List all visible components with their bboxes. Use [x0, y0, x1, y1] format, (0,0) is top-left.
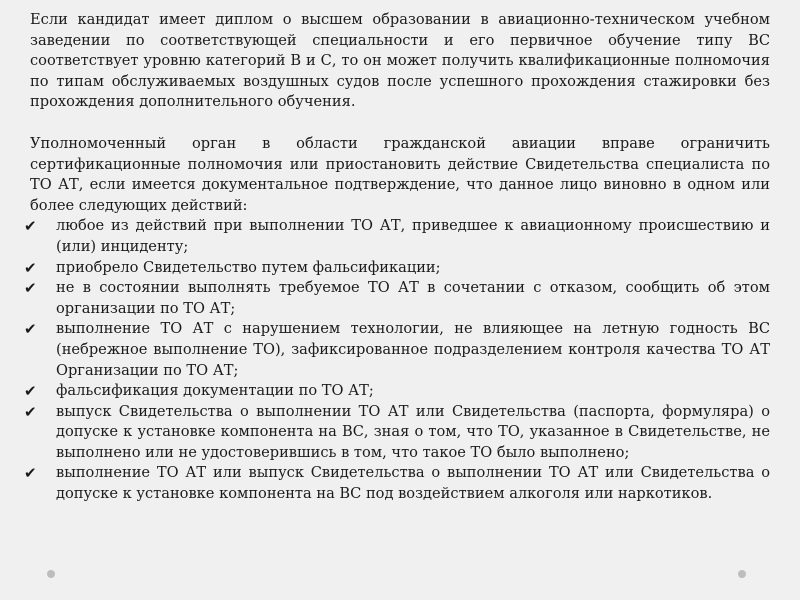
list-item-text: не в состоянии выполнять требуемое ТО АТ в сочетании с отказом, сообщить об этом организации по ТО АТ; — [56, 279, 770, 317]
list-item — [24, 402, 770, 464]
checkmark-icon: ✔ — [24, 320, 37, 339]
list-item-text: выполнение ТО АТ или выпуск Свидетельства о выполнении ТО АТ или Свидетельства о допуске к установке компонента на ВС под воздействием алкоголя или наркотиков. — [56, 464, 770, 503]
list-item — [24, 278, 770, 319]
list-item — [24, 216, 770, 257]
checkmark-icon: ✔ — [24, 217, 37, 236]
slide-content — [24, 10, 770, 505]
list-item — [24, 463, 770, 504]
paragraph-diploma: Если кандидат имеет диплом о высшем образовании в авиационно-техническом учебном заведении по соответствующей специальности и его первичное обучение типу ВС соответствует уровню категорий В и С, то он может получить квалификационные полномочия по типам обслуживаемых воздушных судов после успешного прохождения стажировки без прохождения дополнительного обучения. — [30, 11, 770, 111]
checkmark-icon: ✔ — [24, 258, 37, 277]
list-item — [24, 381, 770, 402]
decorative-dot-right — [738, 570, 746, 578]
list-item-text: выпуск Свидетельства о выполнении ТО АТ или Свидетельства (паспорта, формуляра) о допуске к установке компонента на ВС, зная о том, что ТО, указанное в Свидетельстве, не выполнено или не удостоверившись в том, что такое ТО было выполнено; — [56, 402, 770, 461]
checkmark-icon: ✔ — [24, 402, 37, 421]
violations-list — [24, 216, 770, 504]
list-item-text: фальсификация документации по ТО АТ; — [56, 382, 374, 400]
paragraph-authority: Уполномоченный орган в области гражданской авиации вправе ограничить сертификационные полномочия или приостановить действие Свидетельства специалиста по ТО АТ, если имеется документальное подтверждение, что данное лицо виновно в одном или более следующих действий: — [30, 134, 770, 214]
checkmark-icon: ✔ — [24, 464, 37, 483]
list-item — [24, 319, 770, 381]
checkmark-icon: ✔ — [24, 279, 37, 298]
list-item-text: любое из действий при выполнении ТО АТ, приведшее к авиационному происшествию и (или) инциденту; — [56, 217, 770, 255]
list-item-text: выполнение ТО АТ с нарушением технологии, не влияющее на летную годность ВС (небрежное выполнение ТО), зафиксированное подразделением контроля качества ТО АТ Организации по ТО АТ; — [56, 320, 770, 379]
list-item-text: приобрело Свидетельство путем фальсификации; — [56, 258, 441, 276]
list-item — [24, 258, 770, 279]
checkmark-icon: ✔ — [24, 382, 37, 401]
decorative-dot-left — [47, 570, 55, 578]
